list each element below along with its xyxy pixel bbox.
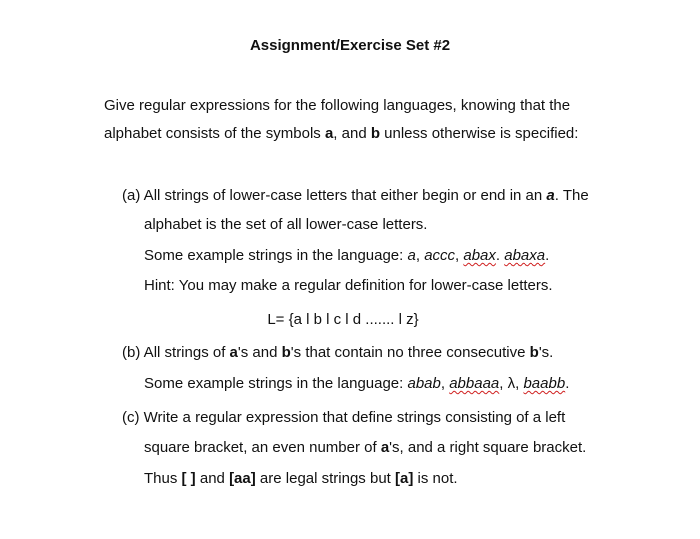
item-b-line-1 [122,343,553,363]
item-c-text: are legal strings but [255,470,395,487]
example-string: baabb [523,375,566,392]
item-c-text: Thus [144,470,182,487]
symbol-a: a [324,125,334,142]
example-string: a [407,247,416,264]
item-c-text: 's, and a right square bracket. [389,439,587,456]
examples-label: Some example strings in the language: [144,247,408,264]
separator: . [565,375,570,392]
example-string: abax [463,247,496,264]
item-c-text: square bracket, an even number of [144,439,381,456]
item-b-text: 's. [538,344,554,361]
symbol-b: b [370,125,380,142]
item-a-label: (a) [122,187,141,204]
example-string: accc [424,247,456,264]
item-c-line-2 [144,438,586,458]
separator: , [515,375,524,392]
example-string: abab [407,375,441,392]
symbol-a: a [546,187,555,204]
item-a-text: All strings of lower-case letters that either begin or end in an [140,187,547,204]
item-b-label: (b) [122,344,141,361]
item-b-text: 's that contain no three consecutive [290,344,530,361]
separator: , [499,375,508,392]
examples-label: Some example strings in the language: [144,375,408,392]
intro-line-2 [104,124,578,144]
symbol-b: b [281,344,291,361]
item-b-text: 's and [237,344,282,361]
symbol-b: b [529,344,539,361]
intro-text: , and [333,125,371,142]
intro-text: unless otherwise is specified: [380,125,579,142]
item-a-line-1 [122,186,589,206]
item-a-text: . The [554,187,589,204]
item-b-text: All strings of [140,344,230,361]
separator: , [415,247,425,264]
separator: . [545,247,550,264]
intro-text: alphabet consists of the symbols [104,125,325,142]
example-string: abaxa [504,247,546,264]
example-string: abbaaa [449,375,500,392]
item-c-text: and [195,470,230,487]
item-c-line-3 [144,469,458,489]
item-a-hint: Hint: You may make a regular definition for lower-case letters. [144,277,553,294]
item-c-line-1 [122,408,565,428]
item-a-definition: L= {a l b l c l d ....... l z} [267,311,419,328]
item-b-examples [144,374,569,394]
separator: , [455,247,464,264]
item-c-text: is not. [413,470,458,487]
symbol-a: a [229,344,238,361]
intro-line-1: Give regular expressions for the following languages, knowing that the [104,97,571,114]
separator: , [440,375,450,392]
separator: . [495,247,505,264]
item-c-text: Write a regular expression that define strings consisting of a left [139,409,566,426]
item-a-line-2: alphabet is the set of all lower-case letters. [144,216,428,233]
page-title: Assignment/Exercise Set #2 [249,37,451,54]
symbol-a: a [380,439,390,456]
legal-string: [ ] [181,470,196,487]
item-c-label: (c) [122,409,140,426]
illegal-string: [a] [395,470,414,487]
example-string: λ [507,375,516,392]
legal-string: [aa] [229,470,256,487]
item-a-examples [144,246,549,266]
